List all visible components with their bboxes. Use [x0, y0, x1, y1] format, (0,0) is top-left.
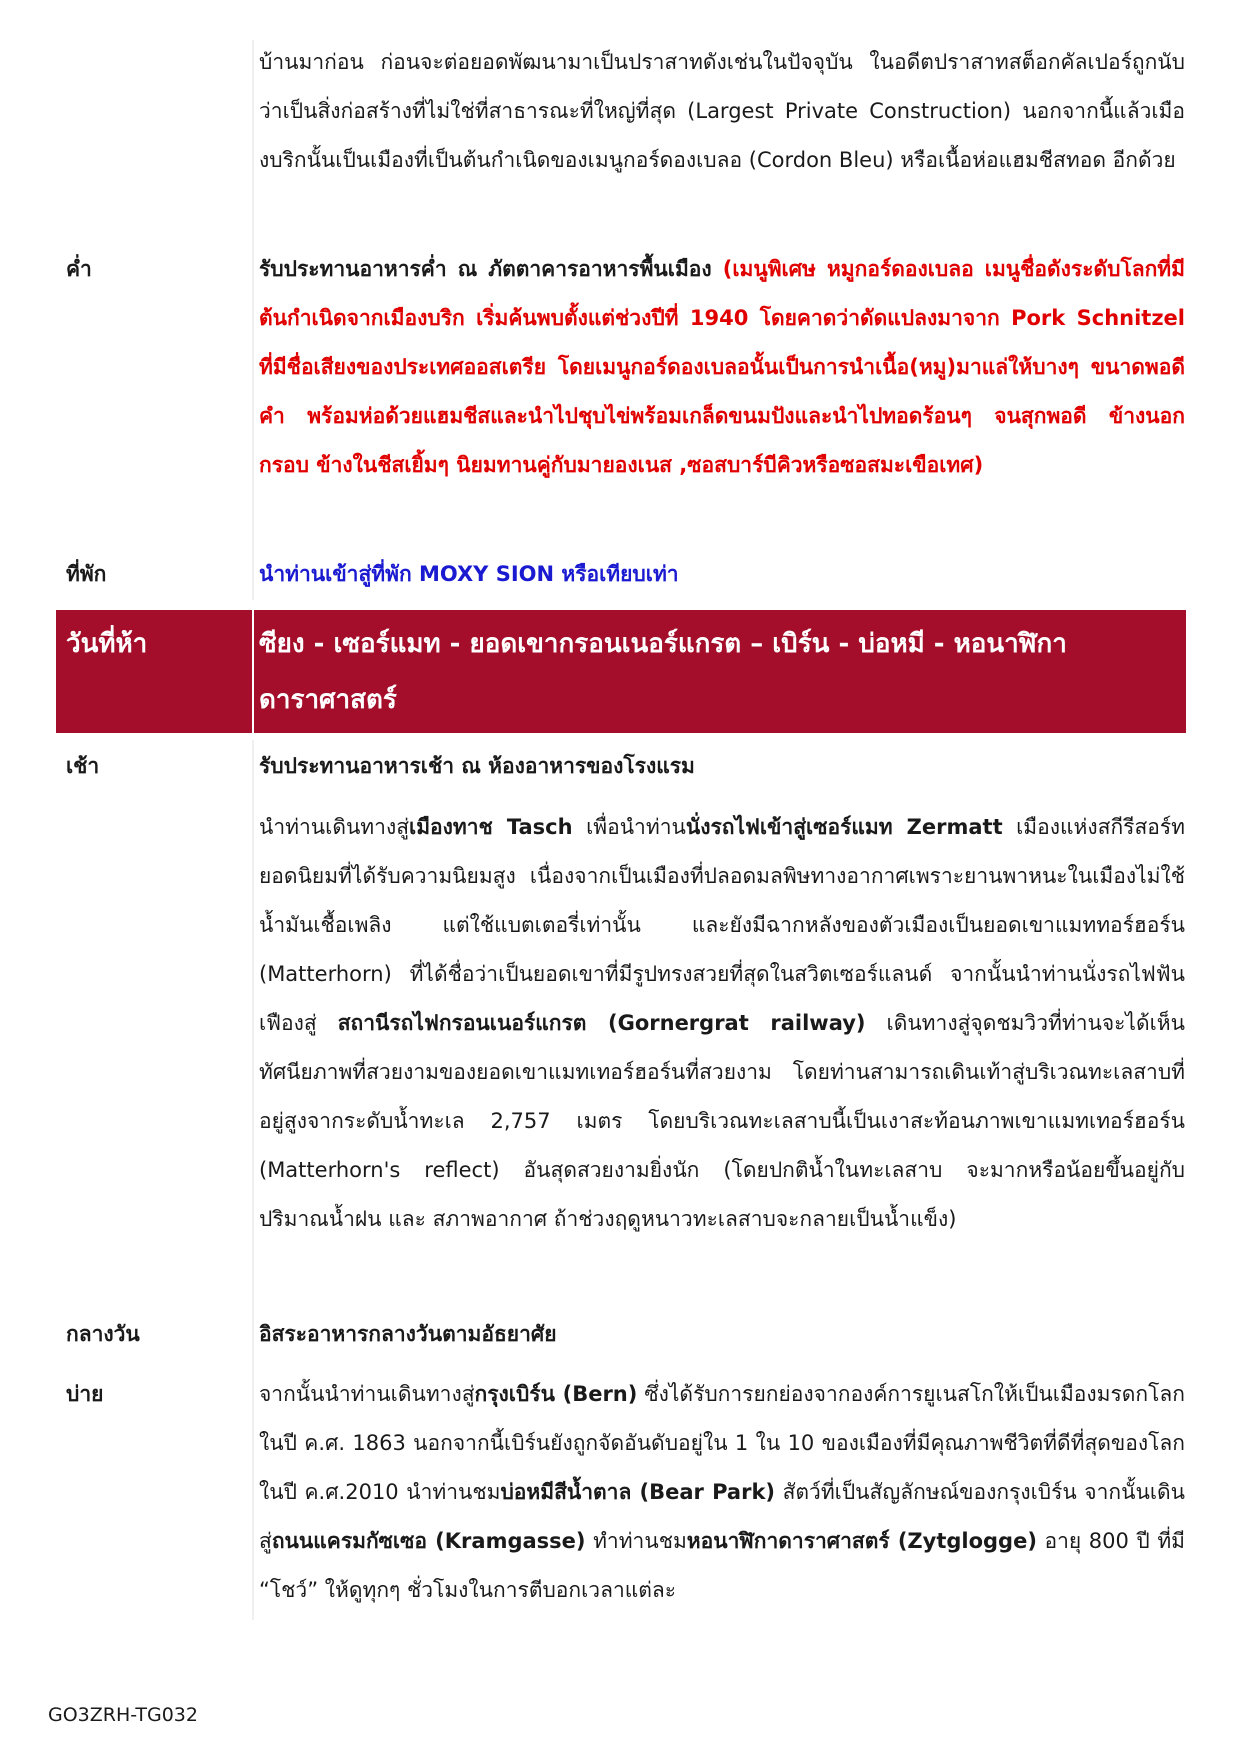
dinner-label: ค่ำ	[66, 257, 92, 281]
footer-code: GO3ZRH-TG032	[48, 1704, 198, 1726]
hotel-name: นำท่านเข้าสู่ที่พัก MOXY SION หรือเทียบเท่า	[259, 562, 679, 586]
bear-park: บ่อหมีสีน้ำตาล (Bear Park)	[500, 1480, 776, 1504]
zermatt-train: นั่งรถไฟเข้าสู่เซอร์แมท Zermatt	[685, 815, 1003, 839]
dinner-bold: รับประทานอาหารค่ำ ณ ภัตตาคารอาหารพื้นเมือง	[259, 257, 712, 281]
column-divider-top	[252, 40, 254, 600]
kramgasse-street: ถนนแครมกัซเซอ (Kramgasse)	[271, 1529, 586, 1553]
hotel-label: ที่พัก	[66, 562, 107, 586]
bern-city: กรุงเบิร์น (Bern)	[474, 1382, 638, 1406]
tasch-town: เมืองทาช Tasch	[409, 815, 573, 839]
hotel-text	[259, 550, 1185, 599]
day-label: วันที่ห้า	[66, 629, 148, 659]
zytglogge-clock: หอนาฬิกาดาราศาสตร์ (Zytglogge)	[686, 1529, 1037, 1553]
morning-content	[259, 742, 1185, 1244]
breakfast-text: รับประทานอาหารเช้า ณ ห้องอาหารของโรงแรม	[259, 754, 695, 778]
day-title: ซียง - เซอร์แมท - ยอดเขากรอนเนอร์แกรต – เบิร์น - บ่อหมี - หอนาฬิกาดาราศาสตร์	[259, 629, 1067, 715]
morning-label: เช้า	[66, 754, 100, 778]
lunch-text: อิสระอาหารกลางวันตามอัธยาศัย	[259, 1322, 557, 1346]
dinner-text	[259, 245, 1185, 490]
lunch-label: กลางวัน	[66, 1322, 140, 1346]
afternoon-label: บ่าย	[66, 1382, 104, 1406]
day-header-divider	[252, 610, 254, 733]
dinner-menu-note: (เมนูพิเศษ หมูกอร์ดองเบลอ เมนูชื่อดังระดับโลกที่มีต้นกำเนิดจากเมืองบริก เริ่มค้นพบตั้งแต่ช่วงปีที่ 1940 โดยคาดว่าดัดแปลงมาจาก Pork Schnitzel ที่มีชื่อเสียงของประเทศออสเตรีย โดยเมนูกอร์ดองเบลอนั้นเป็นการนำเนื้อ(หมู)มาแล่ให้บางๆ ขนาดพอดีคำ พร้อมห่อด้วยแฮมชีสและนำไปชุบไข่พร้อมเกล็ดขนมปังและนำไปทอดร้อนๆ จนสุกพอดี ข้างนอกกรอบ ข้างในชีสเยิ้มๆ นิยมทานคู่กับมายองเนส ,ซอสบาร์บีคิวหรือซอสมะเขือเทศ)	[259, 257, 1185, 477]
intro-text: บ้านมาก่อน ก่อนจะต่อยอดพัฒนามาเป็นปราสาทดังเช่นในปัจจุบัน ในอดีตปราสาทสต็อกคัลเปอร์ถูกนับว่าเป็นสิ่งก่อสร้างที่ไม่ใช่ที่สาธารณะที่ใหญ่ที่สุด (Largest Private Construction) นอกจากนี้แล้วเมืองบริกนั้นเป็นเมืองที่เป็นต้นกำเนิดของเมนูกอร์ดองเบลอ (Cordon Bleu) หรือเนื้อห่อแฮมชีสทอด อีกด้วย	[259, 50, 1185, 172]
afternoon-paragraph: จากนั้นนำท่านเดินทางสู่กรุงเบิร์น (Bern) ซึ่งได้รับการยกย่องจากองค์การยูเนสโกให้เป็นเมืองมรดกโลกในปี ค.ศ. 1863 นอกจากนี้เบิร์นยังถูกจัดอันดับอยู่ใน 1 ใน 10 ของเมืองที่มีคุณภาพชีวิตที่ดีที่สุดของโลกในปี ค.ศ.2010 นำท่านชมบ่อหมีสีน้ำตาล (Bear Park) สัตว์ที่เป็นสัญลักษณ์ของกรุงเบิร์น จากนั้นเดินสู่ถนนแครมกัซเซอ (Kramgasse) ทำท่านชมหอนาฬิกาดาราศาสตร์ (Zytglogge) อายุ 800 ปี ที่มี “โชว์” ให้ดูทุกๆ ชั่วโมงในการตีบอกเวลาแต่ละ	[259, 1382, 1185, 1602]
day-header	[56, 610, 1186, 733]
morning-paragraph: นำท่านเดินทางสู่เมืองทาช Tasch เพื่อนำท่านนั่งรถไฟเข้าสู่เซอร์แมท Zermatt เมืองแห่งสกีรีสอร์ท ยอดนิยมที่ได้รับความนิยมสูง เนื่องจากเป็นเมืองที่ปลอดมลพิษทางอากาศเพราะยานพาหนะในเมืองไม่ใช้น้ำมันเชื้อเพลิง แต่ใช้แบตเตอรี่เท่านั้น และยังมีฉากหลังของตัวเมืองเป็นยอดเขาแมททอร์ฮอร์น (Matterhorn) ที่ได้ชื่อว่าเป็นยอดเขาที่มีรูปทรงสวยที่สุดในสวิตเซอร์แลนด์ จากนั้นนำท่านนั่งรถไฟฟันเฟืองสู่ สถานีรถไฟกรอนเนอร์แกรต (Gornergrat railway) เดินทางสู่จุดชมวิวที่ท่านจะได้เห็นทัศนียภาพที่สวยงามของยอดเขาแมทเทอร์ฮอร์นที่สวยงาม โดยท่านสามารถเดินเท้าสู่บริเวณทะเลสาบที่อยู่สูงจากระดับน้ำทะเล 2,757 เมตร โดยบริเวณทะเลสาบนี้เป็นเงาสะท้อนภาพเขาแมทเทอร์ฮอร์น (Matterhorn's reflect) อันสุดสวยงามยิ่งนัก (โดยปกติน้ำในทะเลสาบ จะมากหรือน้อยขึ้นอยู่กับปริมาณน้ำฝน และ สภาพอากาศ ถ้าช่วงฤดูหนาวทะเลสาบจะกลายเป็นน้ำแข็ง)	[259, 815, 1186, 1231]
column-divider-bottom	[252, 740, 254, 1620]
gornergrat-station: สถานีรถไฟกรอนเนอร์แกรต (Gornergrat railway)	[337, 1011, 866, 1035]
